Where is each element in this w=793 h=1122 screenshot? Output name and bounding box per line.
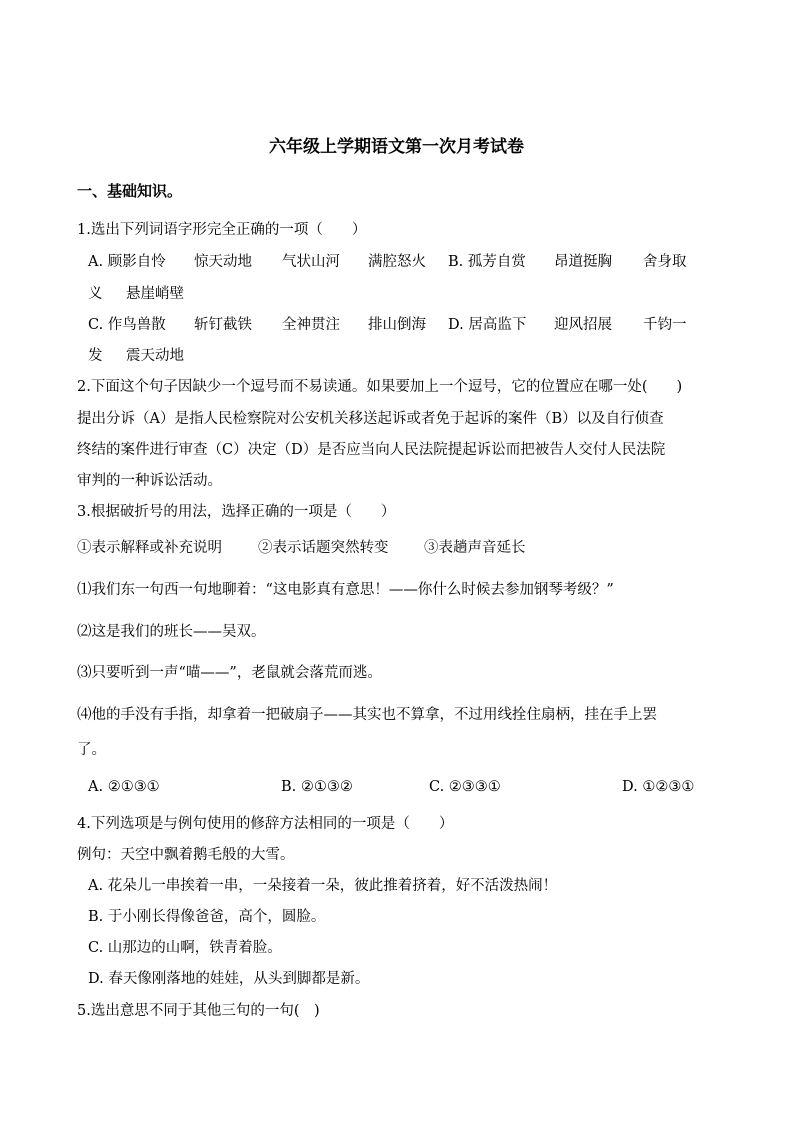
question-1-options-row-4	[88, 346, 184, 366]
question-3-item-4: ⑷他的手没有手指，却拿着一把破扇子——其实也不算拿，不过用线拴住扇柄，挂在手上罢	[77, 707, 657, 723]
question-4-option-d: D. 春天像刚落地的娃娃，从头到脚都是新。	[88, 971, 370, 987]
question-4-option-b: B. 于小刚长得像爸爸，高个，圆脸。	[88, 909, 326, 925]
usage-3: ③表趟声音延长	[424, 540, 526, 556]
option-a-word-2: 惊天动地	[194, 254, 252, 270]
question-4-option-a: A. 花朵儿一串挨着一串，一朵接着一朵，彼此推着挤着，好不活泼热闹！	[88, 878, 558, 894]
option-a-word-3: 气状山河	[282, 254, 340, 270]
question-4-option-c: C. 山那边的山啊，铁青着脸。	[88, 940, 282, 956]
question-5-stem: 5.选出意思不同于其他三句的一句( )	[77, 1003, 320, 1019]
option-b-word-3: 舍身取	[643, 254, 687, 270]
question-1-options-row-3	[88, 315, 687, 335]
option-c-word-3: 全神贯注	[282, 317, 340, 333]
option-d-word-1: D. 居高监下	[448, 317, 527, 333]
question-2-text-line: 提出分诉（A）是指人民检察院对公安机关移送起诉或者免于起诉的案件（B）以及自行侦查	[77, 411, 664, 427]
option-d: D. ①②③①	[622, 779, 695, 795]
option-d-word-2: 迎风招展	[554, 317, 612, 333]
option-b-word-4: 悬崖峭壁	[126, 286, 184, 302]
question-4-example: 例句：天空中飘着鹅毛般的大雪。	[77, 847, 295, 863]
question-4-stem: 4.下列选项是与例句使用的修辞方法相同的一项是（ ）	[77, 816, 454, 832]
option-a-word-4: 满腔怒火	[368, 254, 426, 270]
option-c-word-1: C. 作鸟兽散	[88, 317, 166, 333]
question-3-item-4-cont: 了。	[77, 742, 106, 758]
option-b-word-1: B. 孤芳自赏	[448, 254, 526, 270]
question-2-text-line: 终结的案件进行审查（C）决定（D）是否应当向人民法院提起诉讼而把被告人交付人民法院	[77, 442, 666, 458]
question-3-usages	[77, 538, 526, 558]
option-a: A. ②①③①	[88, 779, 160, 795]
option-d-word-3-cont: 发	[88, 348, 103, 364]
option-c-word-4: 排山倒海	[368, 317, 426, 333]
question-1-options-row-1	[88, 252, 687, 272]
option-c: C. ②③③①	[429, 779, 501, 795]
option-d-word-3: 千钧一	[643, 317, 687, 333]
question-3-stem: 3.根据破折号的用法，选择正确的一项是（ ）	[77, 504, 396, 520]
option-b-word-3-cont: 义	[88, 286, 103, 302]
question-1-options-row-2	[88, 284, 184, 304]
question-2-stem: 2.下面这个句子因缺少一个逗号而不易读通。如果要加上一个逗号，它的位置应在哪一处( )	[77, 379, 683, 395]
question-1-stem: 1.选出下列词语字形完全正确的一项（ ）	[77, 222, 367, 238]
page-title: 六年级上学期语文第一次月考试卷	[269, 137, 524, 157]
section-heading: 一、基础知识。	[77, 182, 183, 200]
question-3-item-3: ⑶只要听到一声“喵——”，老鼠就会落荒而逃。	[77, 665, 382, 681]
usage-2: ②表示话题突然转变	[258, 540, 389, 556]
usage-1: ①表示解释或补充说明	[77, 540, 222, 556]
option-b-word-2: 昂道挺胸	[554, 254, 612, 270]
option-a-word-1: A. 顾影自怜	[88, 254, 166, 270]
option-b: B. ②①③②	[281, 779, 353, 795]
question-2-text-line: 审判的一种诉讼活动。	[77, 473, 222, 489]
option-c-word-2: 斩钉截铁	[194, 317, 252, 333]
question-3-options	[88, 777, 694, 797]
option-d-word-4: 震天动地	[126, 348, 184, 364]
question-3-item-2: ⑵这是我们的班长——吴双。	[77, 624, 266, 640]
question-3-item-1: ⑴我们东一句西一句地聊着：“这电影真有意思！——你什么时候去参加钢琴考级？”	[77, 582, 614, 598]
